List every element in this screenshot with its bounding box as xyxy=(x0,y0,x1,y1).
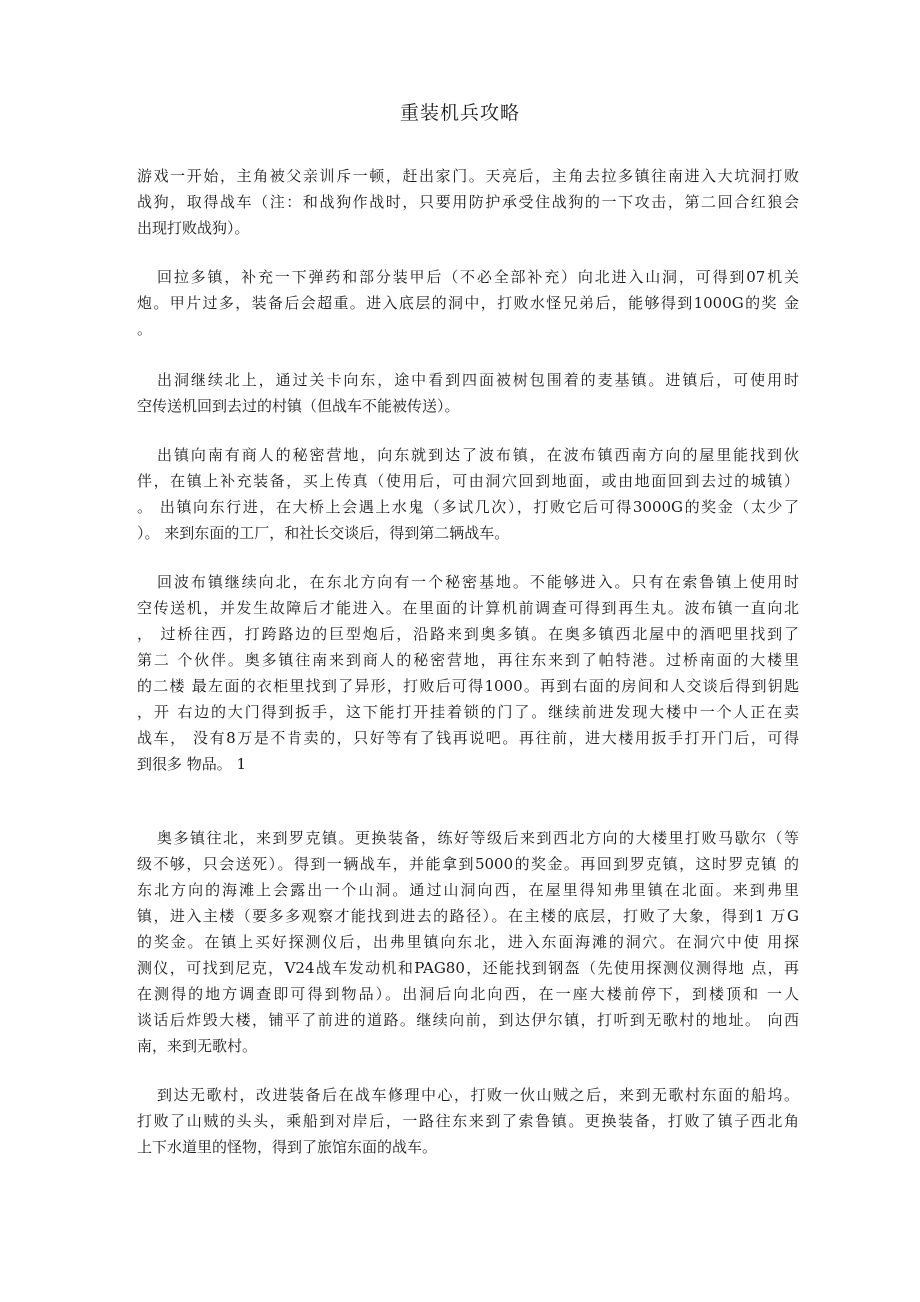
text-line: 出洞继续北上，通过关卡向东，途中看到四面被树包围着的麦基镇。进镇后，可使用时 xyxy=(157,371,799,389)
paragraph xyxy=(137,569,799,777)
text-line: 第二 个伙伴。奥多镇往南来到商人的秘密营地，再往东来到了帕特港。过桥南面的大楼里 xyxy=(137,651,799,669)
paragraph xyxy=(137,825,799,1059)
text-line: 炮。甲片过多，装备后会超重。进入底层的洞中，打败水怪兄弟后，能够得到1000G的奖 金 xyxy=(137,294,799,312)
text-line: 奥多镇往北，来到罗克镇。更换装备，练好等级后来到西北方向的大楼里打败马歇尔（等 xyxy=(157,829,799,847)
text-line: 东北方向的海滩上会露出一个山洞。通过山洞向西，在屋里得知弗里镇在北面。来到弗里 xyxy=(137,881,799,899)
text-line: 在测得的地方调查即可得到物品）。出洞后向北向西，在一座大楼前停下，到楼顶和 一人 xyxy=(137,985,799,1003)
text-line: 空传送机回到去过的村镇（但战车不能被传送）。 xyxy=(137,397,460,415)
paragraph xyxy=(137,442,799,546)
text-line: 级不够，只会送死）。得到一辆战车，并能拿到5000的奖金。再回到罗克镇，这时罗克镇 的 xyxy=(137,855,799,873)
text-line: 测仪，可找到尼克，V24战车发动机和PAG80，还能找到钢盔（先使用探测仪测得地 点，再 xyxy=(137,959,799,977)
paragraph xyxy=(137,367,799,419)
text-line: 空传送机，并发生故障后才能进入。在里面的计算机前调查可得到再生丸。波布镇一直向北 xyxy=(137,599,799,617)
text-line: 镇，进入主楼（要多多观察才能找到进去的路径）。在主楼的底层，打败了大象，得到1 万G xyxy=(137,907,799,925)
text-line: 到很多 物品。 1 xyxy=(137,755,247,773)
text-line: 出现打败战狗）。 xyxy=(137,219,250,237)
text-line: 出镇向南有商人的秘密营地，向东就到达了波布镇，在波布镇西南方向的屋里能找到伙 xyxy=(157,446,799,464)
text-line: 回拉多镇，补充一下弹药和部分装甲后（不必全部补充）向北进入山洞，可得到07机关 xyxy=(157,268,799,286)
document-title: 重装机兵攻略 xyxy=(399,102,520,124)
text-line: 的二楼 最左面的衣柜里找到了异形，打败后可得1000。再到右面的房间和人交谈后得到钥匙 xyxy=(137,677,799,695)
text-line: 游戏一开始，主角被父亲训斥一顿，赶出家门。天亮后，主角去拉多镇往南进入大坑洞打败 xyxy=(137,167,799,185)
text-line: 伴，在镇上补充装备，买上传真（使用后，可由洞穴回到地面，或由地面回到去过的城镇） xyxy=(137,472,799,490)
text-line: 南，来到无歌村。 xyxy=(137,1037,258,1055)
text-line: ， 过桥往西，打跨路边的巨型炮后，沿路来到奥多镇。在奥多镇西北屋中的酒吧里找到了 xyxy=(137,625,799,643)
paragraph xyxy=(137,163,799,241)
text-line: 的奖金。在镇上买好探测仪后，出弗里镇向东北，进入东面海滩的洞穴。在洞穴中使 用探 xyxy=(137,933,799,951)
text-line: 战狗，取得战车（注：和战狗作战时，只要用防护承受住战狗的一下攻击，第二回合红狼会 xyxy=(137,193,799,211)
text-line: 谈话后炸毁大楼，铺平了前进的道路。继续向前，到达伊尔镇，打听到无歌村的地址。 向西 xyxy=(137,1011,799,1029)
text-line: 回波布镇继续向北，在东北方向有一个秘密基地。不能够进入。只有在索鲁镇上使用时 xyxy=(157,573,799,591)
text-line: 上下水道里的怪物，得到了旅馆东面的战车。 xyxy=(137,1138,438,1156)
text-line: 战车， 没有8万是不肯卖的，只好等有了钱再说吧。再往前，进大楼用扳手打开门后，可得 xyxy=(137,729,799,747)
text-line: ）。 来到东面的工厂，和社长交谈后，得到第二辆战车。 xyxy=(137,524,510,542)
paragraph xyxy=(137,264,799,342)
text-line: 。 xyxy=(137,320,153,338)
text-line: 打败了山贼的头头，乘船到对岸后，一路往东来到了索鲁镇。更换装备，打败了镇子西北角 xyxy=(137,1112,799,1130)
text-line: 到达无歌村，改进装备后在战车修理中心，打败一伙山贼之后，来到无歌村东面的船坞。 xyxy=(157,1086,799,1104)
text-line: 。 出镇向东行进，在大桥上会遇上水鬼（多试几次），打败它后可得3000G的奖金（太少了 xyxy=(137,498,799,516)
paragraph xyxy=(137,1082,799,1160)
text-line: ，开 右边的大门得到扳手，这下能打开挂着锁的门了。继续前进发现大楼中一个人正在卖 xyxy=(137,703,799,721)
